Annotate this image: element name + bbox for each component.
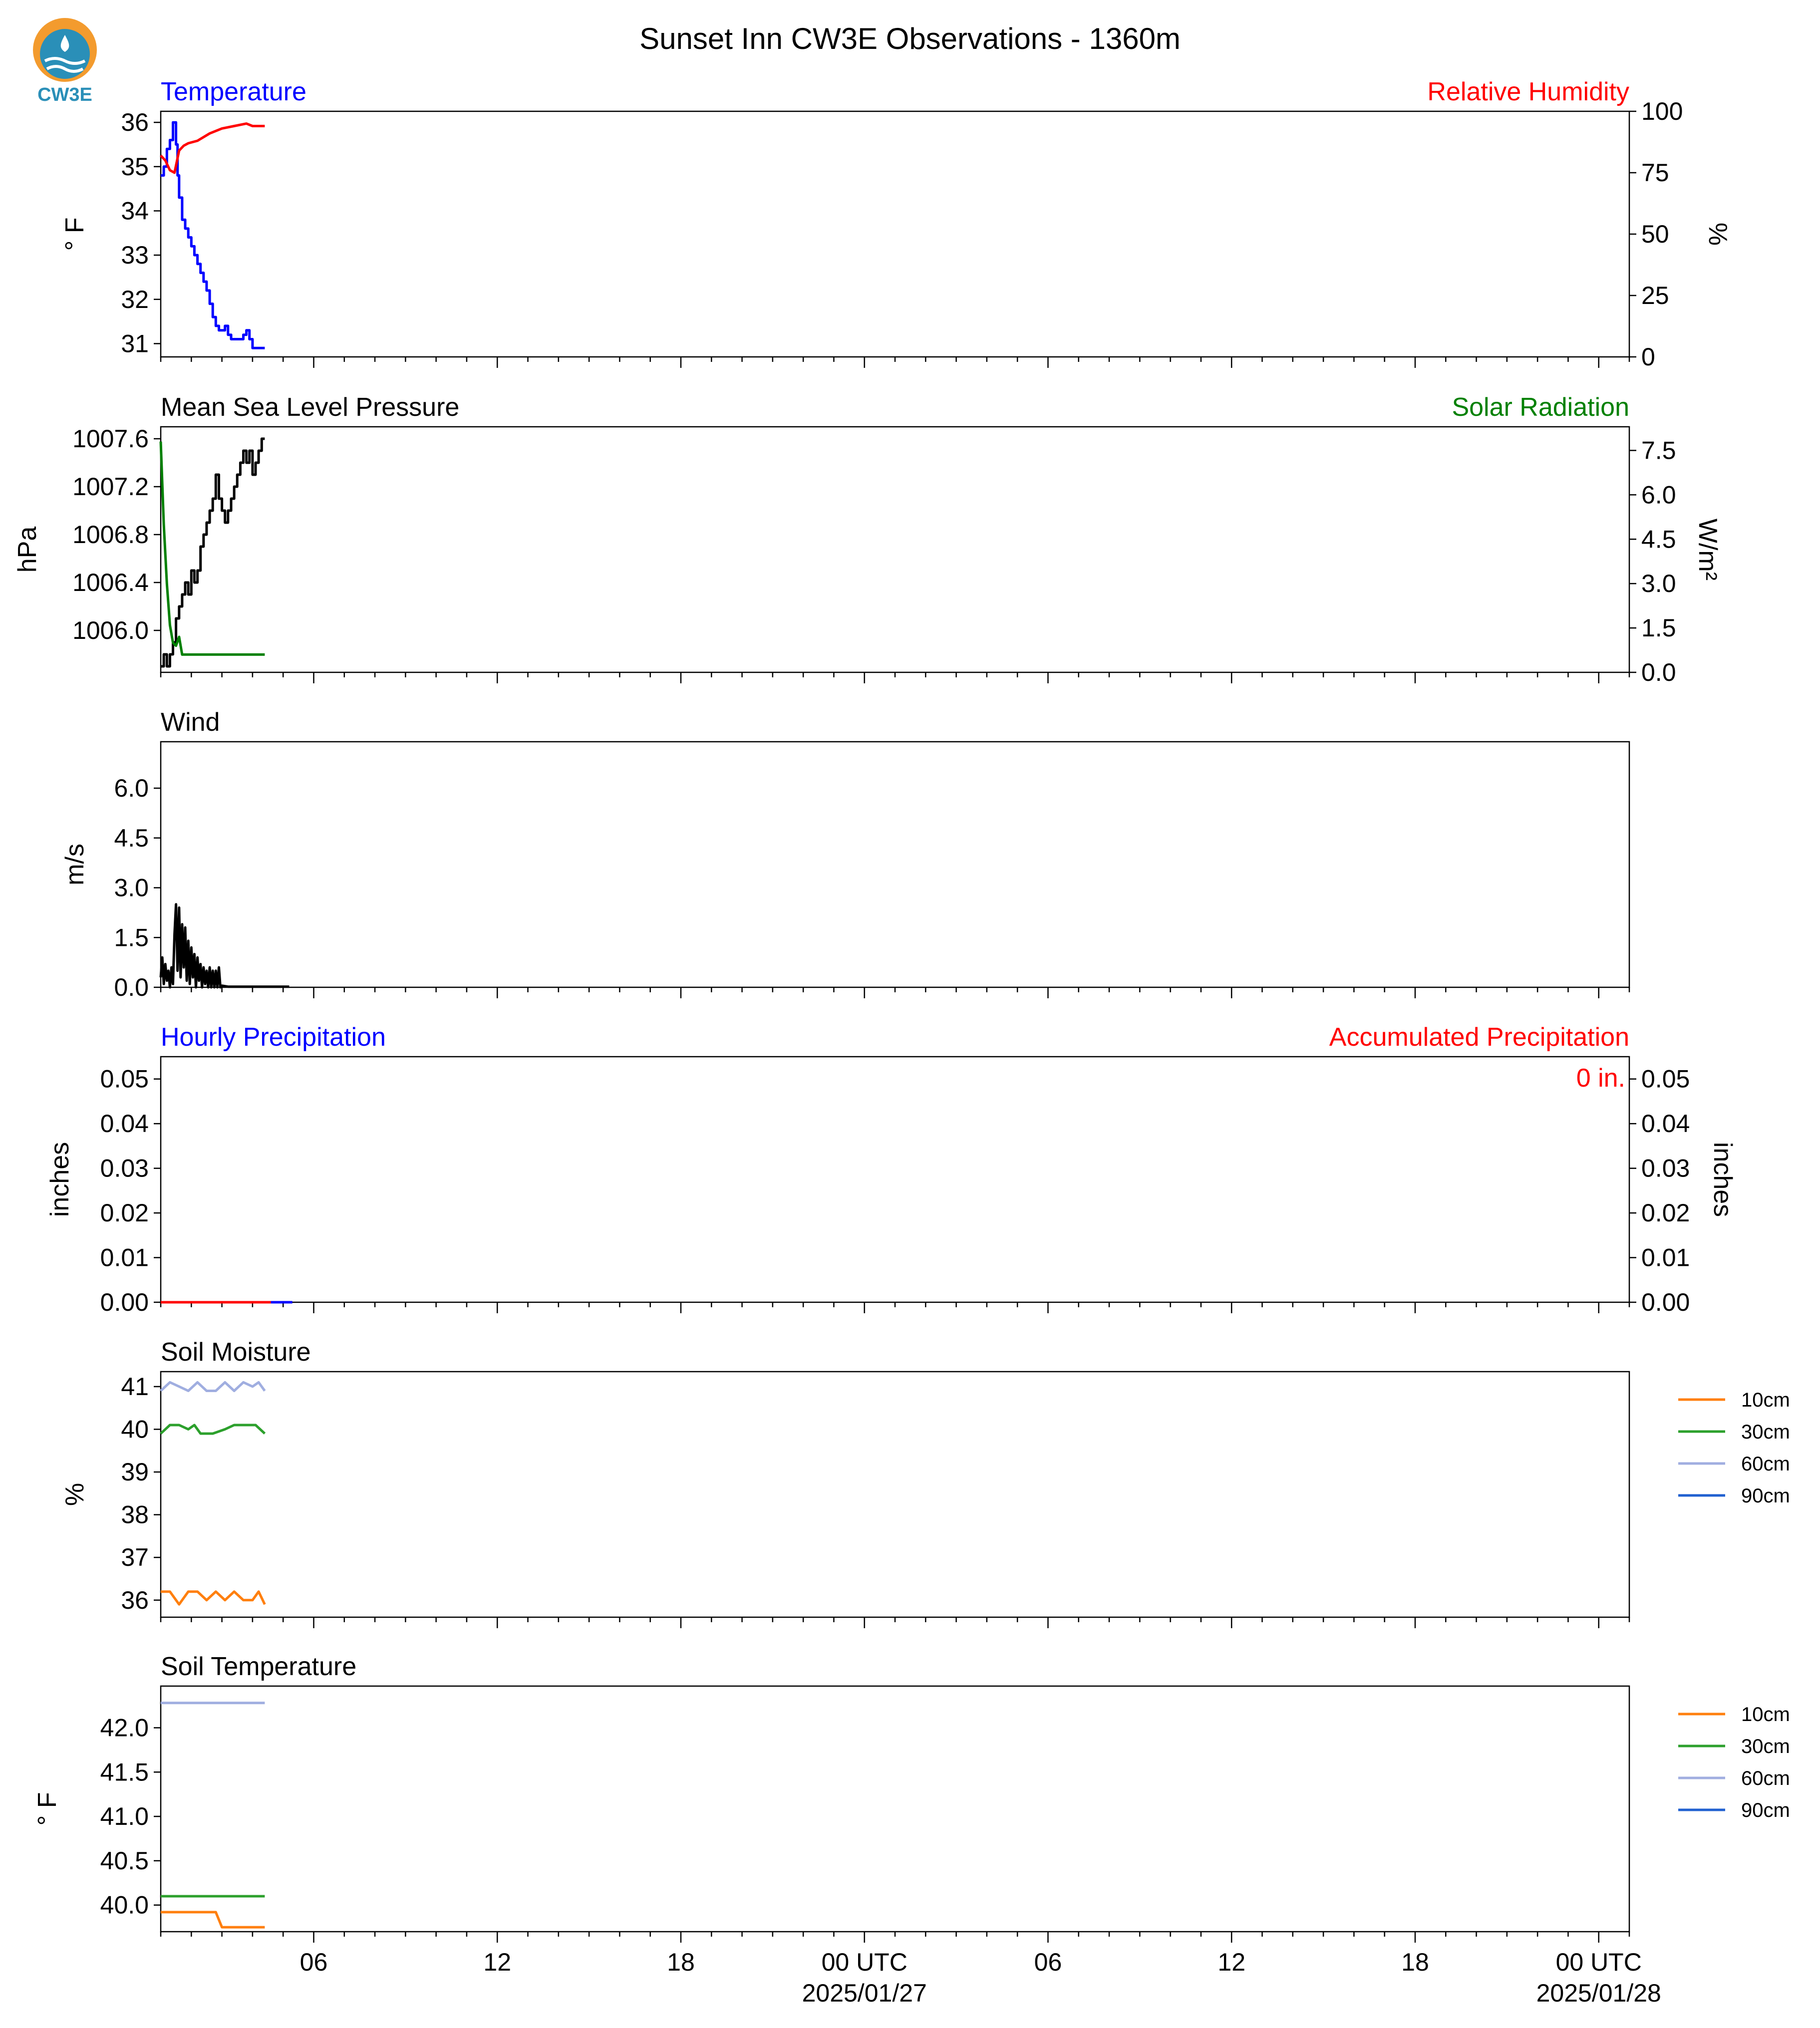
- y-tick-label-left: 1006.4: [72, 569, 149, 596]
- y-tick-label-left: 0.02: [100, 1199, 149, 1227]
- panel-1: [60, 77, 1732, 371]
- y-tick-label-left: 32: [121, 285, 149, 313]
- panel-title-right: Relative Humidity: [1427, 77, 1629, 106]
- y-axis-label-left: %: [60, 1482, 89, 1506]
- x-tick-label: 18: [667, 1948, 695, 1976]
- y-tick-label-left: 1006.8: [72, 521, 149, 549]
- y-tick-label-left: 0.03: [100, 1154, 149, 1182]
- series-line: [161, 439, 265, 666]
- legend-label: 30cm: [1741, 1736, 1790, 1757]
- y-tick-label-right: 100: [1641, 97, 1683, 125]
- y-axis-label-left: inches: [45, 1142, 74, 1217]
- y-tick-label-right: 0.0: [1641, 658, 1676, 686]
- y-tick-label-left: 41.0: [100, 1802, 149, 1831]
- y-tick-label-left: 3.0: [114, 873, 149, 902]
- panel-frame: [161, 1372, 1629, 1617]
- series-line: [161, 1425, 265, 1434]
- x-tick-label: 06: [1034, 1948, 1062, 1976]
- y-tick-label-left: 0.00: [100, 1288, 149, 1316]
- x-tick-date-label: 2025/01/27: [802, 1979, 927, 2007]
- figure-title: Sunset Inn CW3E Observations - 1360m: [639, 22, 1181, 55]
- y-tick-label-right: 4.5: [1641, 525, 1676, 554]
- y-axis-label-left: m/s: [60, 844, 89, 885]
- panel-2: [13, 393, 1722, 686]
- panel-4: [45, 1023, 1737, 1316]
- x-tick-label: 12: [1217, 1948, 1246, 1976]
- y-tick-label-right: 75: [1641, 159, 1669, 187]
- panel-frame: [161, 1057, 1629, 1302]
- accumulated-total-label: 0 in.: [1576, 1064, 1625, 1093]
- panel-5: [60, 1338, 1790, 1628]
- y-tick-label-left: 41.5: [100, 1758, 149, 1786]
- panel-6: [33, 1652, 1790, 2007]
- y-tick-label-right: 0: [1641, 343, 1655, 371]
- y-tick-label-right: 1.5: [1641, 614, 1676, 642]
- panel-title-right: Accumulated Precipitation: [1329, 1023, 1629, 1052]
- x-tick-label: 00 UTC: [1555, 1948, 1642, 1976]
- y-tick-label-left: 1007.2: [72, 473, 149, 501]
- y-axis-label-left: hPa: [13, 526, 42, 573]
- legend-label: 90cm: [1741, 1485, 1790, 1507]
- y-tick-label-left: 6.0: [114, 774, 149, 803]
- y-tick-label-left: 42.0: [100, 1714, 149, 1742]
- series-line: [161, 1382, 265, 1391]
- panel-title-left: Mean Sea Level Pressure: [161, 393, 460, 422]
- y-axis-label-left: ° F: [60, 217, 89, 251]
- y-tick-label-right: 25: [1641, 282, 1669, 309]
- y-tick-label-left: 33: [121, 241, 149, 270]
- y-tick-label-left: 0.0: [114, 973, 149, 1001]
- y-tick-label-left: 0.01: [100, 1243, 149, 1272]
- panel-title-left: Temperature: [161, 77, 306, 106]
- y-axis-label-right: inches: [1708, 1142, 1737, 1217]
- panel-frame: [161, 1686, 1629, 1932]
- panel-3: [60, 708, 1629, 1001]
- y-tick-label-left: 31: [121, 329, 149, 358]
- y-tick-label-left: 34: [121, 197, 149, 225]
- y-tick-label-right: 0.05: [1641, 1065, 1690, 1093]
- y-tick-label-right: 3.0: [1641, 570, 1676, 598]
- y-axis-label-right: W/m²: [1693, 518, 1722, 581]
- y-tick-label-left: 0.05: [100, 1065, 149, 1093]
- legend-label: 60cm: [1741, 1453, 1790, 1475]
- y-tick-label-left: 40.0: [100, 1891, 149, 1919]
- y-tick-label-left: 1.5: [114, 923, 149, 952]
- panel-title-left: Soil Moisture: [161, 1338, 311, 1367]
- panel-frame: [161, 111, 1629, 357]
- y-tick-label-right: 0.01: [1641, 1243, 1690, 1272]
- y-axis-label-left: ° F: [33, 1792, 62, 1826]
- y-tick-label-left: 37: [121, 1543, 149, 1572]
- y-tick-label-left: 4.5: [114, 824, 149, 852]
- y-tick-label-right: 50: [1641, 220, 1669, 248]
- legend-label: 90cm: [1741, 1799, 1790, 1821]
- legend-label: 30cm: [1741, 1421, 1790, 1443]
- series-line: [161, 904, 289, 987]
- y-tick-label-right: 6.0: [1641, 481, 1676, 509]
- x-tick-label: 18: [1401, 1948, 1429, 1976]
- x-tick-date-label: 2025/01/28: [1536, 1979, 1661, 2007]
- y-tick-label-left: 36: [121, 1586, 149, 1614]
- panel-title-right: Solar Radiation: [1452, 393, 1629, 422]
- x-tick-label: 12: [483, 1948, 512, 1976]
- y-tick-label-left: 40: [121, 1415, 149, 1444]
- y-tick-label-left: 39: [121, 1458, 149, 1486]
- x-tick-label: 00 UTC: [821, 1948, 908, 1976]
- y-tick-label-left: 36: [121, 108, 149, 137]
- y-tick-label-right: 0.03: [1641, 1154, 1690, 1182]
- logo-text: CW3E: [37, 84, 92, 105]
- legend-label: 60cm: [1741, 1767, 1790, 1789]
- y-tick-label-left: 0.04: [100, 1110, 149, 1138]
- y-tick-label-right: 0.00: [1641, 1288, 1690, 1316]
- panel-frame: [161, 742, 1629, 987]
- y-tick-label-left: 35: [121, 152, 149, 181]
- y-axis-label-right: %: [1703, 222, 1732, 246]
- y-tick-label-left: 40.5: [100, 1846, 149, 1875]
- series-line: [161, 1912, 265, 1927]
- x-tick-label: 06: [300, 1948, 328, 1976]
- y-tick-label-left: 38: [121, 1500, 149, 1529]
- y-tick-label-left: 1006.0: [72, 616, 149, 644]
- panel-title-left: Wind: [161, 708, 220, 737]
- legend-label: 10cm: [1741, 1389, 1790, 1411]
- panel-title-left: Soil Temperature: [161, 1652, 357, 1681]
- y-tick-label-right: 0.04: [1641, 1110, 1690, 1138]
- panels-group: [13, 77, 1790, 2007]
- series-line: [161, 1592, 265, 1605]
- panel-frame: [161, 427, 1629, 672]
- y-tick-label-right: 7.5: [1641, 436, 1676, 465]
- y-tick-label-left: 41: [121, 1372, 149, 1401]
- panel-title-left: Hourly Precipitation: [161, 1023, 386, 1052]
- legend-label: 10cm: [1741, 1704, 1790, 1726]
- y-tick-label-left: 1007.6: [72, 425, 149, 453]
- y-tick-label-right: 0.02: [1641, 1199, 1690, 1227]
- series-line: [161, 122, 265, 348]
